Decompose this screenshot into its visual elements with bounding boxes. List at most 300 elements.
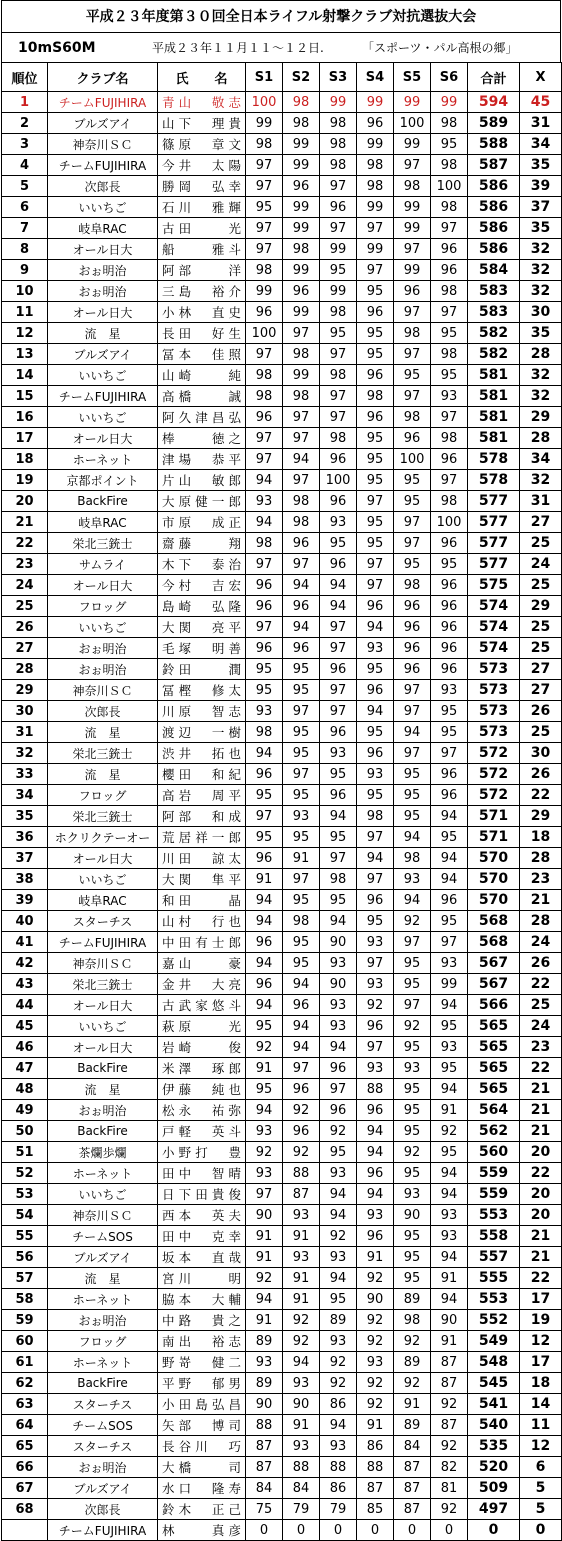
- cell-s4: 91: [357, 1415, 394, 1436]
- cell-total: 0: [468, 1520, 520, 1541]
- cell-rank: 12: [2, 323, 48, 344]
- cell-name: 林 真彦: [158, 1520, 246, 1541]
- cell-name: 渡辺 一樹: [158, 722, 246, 743]
- cell-x: 5: [520, 1478, 562, 1499]
- cell-s5: 97: [394, 512, 431, 533]
- results-sheet: [1, 0, 561, 1541]
- cell-s5: 98: [394, 1310, 431, 1331]
- cell-s4: 97: [357, 260, 394, 281]
- cell-rank: 43: [2, 974, 48, 995]
- cell-s2: 99: [283, 155, 320, 176]
- cell-x: 23: [520, 1037, 562, 1058]
- cell-rank: 65: [2, 1436, 48, 1457]
- cell-s3: 95: [320, 260, 357, 281]
- cell-x: 19: [520, 1310, 562, 1331]
- cell-rank: 37: [2, 848, 48, 869]
- cell-total: 565: [468, 1079, 520, 1100]
- cell-s2: 96: [283, 1079, 320, 1100]
- cell-total: 559: [468, 1163, 520, 1184]
- cell-name: 今井 太陽: [158, 155, 246, 176]
- cell-s2: 93: [283, 1247, 320, 1268]
- cell-x: 30: [520, 743, 562, 764]
- cell-s4: 98: [357, 176, 394, 197]
- cell-club: オール日大: [48, 848, 158, 869]
- cell-x: 18: [520, 827, 562, 848]
- cell-rank: 13: [2, 344, 48, 365]
- table-row: [2, 176, 562, 197]
- cell-s5: 89: [394, 1352, 431, 1373]
- cell-name: 小林 直史: [158, 302, 246, 323]
- cell-rank: 33: [2, 764, 48, 785]
- cell-s3: 93: [320, 1163, 357, 1184]
- cell-s4: 95: [357, 470, 394, 491]
- cell-s1: 91: [246, 1310, 283, 1331]
- cell-s6: 95: [431, 134, 468, 155]
- cell-s5: 97: [394, 239, 431, 260]
- cell-s2: 95: [283, 785, 320, 806]
- cell-name: 小田島弘昌: [158, 1394, 246, 1415]
- cell-s5: 95: [394, 365, 431, 386]
- cell-total: 560: [468, 1142, 520, 1163]
- cell-name: 嘉山 豪: [158, 953, 246, 974]
- cell-rank: 68: [2, 1499, 48, 1520]
- cell-rank: 7: [2, 218, 48, 239]
- table-row: [2, 134, 562, 155]
- cell-s5: 99: [394, 92, 431, 113]
- cell-s4: 94: [357, 1184, 394, 1205]
- cell-s2: 94: [283, 1037, 320, 1058]
- results-table: [1, 62, 562, 1541]
- cell-total: 559: [468, 1184, 520, 1205]
- cell-s1: 97: [246, 428, 283, 449]
- table-row: [2, 575, 562, 596]
- cell-s3: 98: [320, 869, 357, 890]
- cell-s1: 94: [246, 1100, 283, 1121]
- cell-name: 鈴田 潤: [158, 659, 246, 680]
- cell-total: 567: [468, 974, 520, 995]
- cell-total: 586: [468, 176, 520, 197]
- cell-name: 渋井 拓也: [158, 743, 246, 764]
- cell-s1: 94: [246, 890, 283, 911]
- cell-s3: 86: [320, 1394, 357, 1415]
- cell-s3: 100: [320, 470, 357, 491]
- cell-s5: 97: [394, 344, 431, 365]
- cell-s3: 95: [320, 764, 357, 785]
- cell-club: 岐阜RAC: [48, 890, 158, 911]
- cell-name: 船 雅斗: [158, 239, 246, 260]
- cell-s6: 90: [431, 1310, 468, 1331]
- cell-name: 山村 行也: [158, 911, 246, 932]
- cell-s6: 94: [431, 1184, 468, 1205]
- cell-total: 566: [468, 995, 520, 1016]
- cell-s6: 98: [431, 491, 468, 512]
- cell-s2: 97: [283, 428, 320, 449]
- cell-name: 山下 理貴: [158, 113, 246, 134]
- cell-club: BackFire: [48, 1121, 158, 1142]
- cell-s6: 95: [431, 911, 468, 932]
- cell-x: 30: [520, 302, 562, 323]
- table-row: [2, 890, 562, 911]
- table-row: [2, 701, 562, 722]
- cell-s2: 97: [283, 554, 320, 575]
- event-dates: 平成２３年１１月１１～１２日.: [152, 41, 324, 55]
- cell-total: 565: [468, 1016, 520, 1037]
- cell-s2: 0: [283, 1520, 320, 1541]
- cell-s5: 97: [394, 533, 431, 554]
- cell-s4: 96: [357, 1100, 394, 1121]
- table-row: [2, 428, 562, 449]
- cell-s6: 96: [431, 260, 468, 281]
- cell-total: 574: [468, 638, 520, 659]
- cell-s1: 98: [246, 386, 283, 407]
- cell-club: 岐阜RAC: [48, 512, 158, 533]
- table-row: [2, 1058, 562, 1079]
- cell-club: 次郎長: [48, 1499, 158, 1520]
- cell-total: 553: [468, 1289, 520, 1310]
- cell-club: 神奈川ＳＣ: [48, 134, 158, 155]
- cell-club: おぉ明治: [48, 638, 158, 659]
- cell-s3: 88: [320, 1457, 357, 1478]
- cell-s6: 92: [431, 1121, 468, 1142]
- cell-s3: 93: [320, 1016, 357, 1037]
- cell-s3: 97: [320, 638, 357, 659]
- table-row: [2, 1289, 562, 1310]
- cell-s1: 96: [246, 407, 283, 428]
- cell-name: 長谷川 巧: [158, 1436, 246, 1457]
- cell-s6: 87: [431, 1373, 468, 1394]
- cell-name: 大橋 司: [158, 1457, 246, 1478]
- cell-s2: 98: [283, 386, 320, 407]
- cell-s3: 92: [320, 1226, 357, 1247]
- cell-x: 22: [520, 785, 562, 806]
- cell-s2: 93: [283, 1205, 320, 1226]
- cell-s1: 91: [246, 1226, 283, 1247]
- cell-s2: 88: [283, 1163, 320, 1184]
- cell-s4: 95: [357, 449, 394, 470]
- cell-s6: 95: [431, 1142, 468, 1163]
- table-row: [2, 1394, 562, 1415]
- cell-s6: 95: [431, 701, 468, 722]
- cell-s5: 99: [394, 260, 431, 281]
- table-row: [2, 386, 562, 407]
- cell-s2: 88: [283, 1457, 320, 1478]
- cell-s6: 91: [431, 1268, 468, 1289]
- cell-s5: 100: [394, 113, 431, 134]
- cell-s5: 92: [394, 1016, 431, 1037]
- cell-s4: 88: [357, 1457, 394, 1478]
- cell-s1: 95: [246, 1016, 283, 1037]
- cell-s6: 94: [431, 995, 468, 1016]
- cell-rank: 11: [2, 302, 48, 323]
- cell-club: 栄北三銃士: [48, 533, 158, 554]
- cell-s6: 96: [431, 596, 468, 617]
- cell-s6: 92: [431, 1499, 468, 1520]
- cell-total: 586: [468, 239, 520, 260]
- cell-rank: 60: [2, 1331, 48, 1352]
- table-row: [2, 1478, 562, 1499]
- cell-s3: 95: [320, 533, 357, 554]
- cell-name: 石川 雅輝: [158, 197, 246, 218]
- cell-s1: 98: [246, 722, 283, 743]
- cell-club: 栄北三銃士: [48, 806, 158, 827]
- event-venue: 「スポーツ・パル高根の郷」: [362, 41, 518, 55]
- cell-x: 20: [520, 1205, 562, 1226]
- cell-club: 流 星: [48, 1079, 158, 1100]
- cell-x: 26: [520, 764, 562, 785]
- cell-club: 流 星: [48, 722, 158, 743]
- cell-rank: 35: [2, 806, 48, 827]
- cell-name: 南出 裕志: [158, 1331, 246, 1352]
- cell-club: ブルズアイ: [48, 1478, 158, 1499]
- cell-rank: 45: [2, 1016, 48, 1037]
- cell-s5: 89: [394, 1415, 431, 1436]
- cell-x: 39: [520, 176, 562, 197]
- cell-s6: 97: [431, 302, 468, 323]
- cell-total: 571: [468, 806, 520, 827]
- cell-x: 25: [520, 638, 562, 659]
- cell-x: 34: [520, 449, 562, 470]
- cell-s4: 95: [357, 428, 394, 449]
- cell-club: ホーネット: [48, 1352, 158, 1373]
- cell-x: 20: [520, 1184, 562, 1205]
- cell-rank: 32: [2, 743, 48, 764]
- cell-club: いいちご: [48, 197, 158, 218]
- cell-s5: 89: [394, 1289, 431, 1310]
- cell-x: 17: [520, 1352, 562, 1373]
- cell-s5: 95: [394, 785, 431, 806]
- cell-s3: 93: [320, 1436, 357, 1457]
- cell-s3: 95: [320, 890, 357, 911]
- cell-name: 岩崎 俊: [158, 1037, 246, 1058]
- cell-s4: 96: [357, 1226, 394, 1247]
- cell-s5: 90: [394, 1205, 431, 1226]
- cell-s4: 99: [357, 92, 394, 113]
- cell-total: 573: [468, 659, 520, 680]
- cell-club: オール日大: [48, 995, 158, 1016]
- cell-x: 29: [520, 407, 562, 428]
- cell-s6: 93: [431, 1037, 468, 1058]
- cell-s5: 87: [394, 1499, 431, 1520]
- cell-x: 31: [520, 491, 562, 512]
- cell-s2: 95: [283, 932, 320, 953]
- cell-rank: 26: [2, 617, 48, 638]
- cell-s1: 98: [246, 365, 283, 386]
- cell-total: 553: [468, 1205, 520, 1226]
- cell-x: 22: [520, 1268, 562, 1289]
- cell-name: 古田 光: [158, 218, 246, 239]
- cell-s5: 87: [394, 1457, 431, 1478]
- cell-total: 581: [468, 428, 520, 449]
- cell-s3: 86: [320, 1478, 357, 1499]
- col-rank: 順位: [2, 63, 48, 92]
- cell-s2: 91: [283, 848, 320, 869]
- cell-s6: 98: [431, 344, 468, 365]
- cell-rank: 55: [2, 1226, 48, 1247]
- cell-s2: 95: [283, 743, 320, 764]
- cell-club: BackFire: [48, 491, 158, 512]
- cell-s6: 96: [431, 890, 468, 911]
- cell-total: 555: [468, 1268, 520, 1289]
- cell-s3: 99: [320, 281, 357, 302]
- cell-s3: 95: [320, 1142, 357, 1163]
- cell-s2: 99: [283, 197, 320, 218]
- cell-s5: 96: [394, 428, 431, 449]
- cell-s1: 97: [246, 617, 283, 638]
- cell-s1: 91: [246, 1247, 283, 1268]
- cell-total: 570: [468, 869, 520, 890]
- cell-s1: 92: [246, 1142, 283, 1163]
- cell-x: 35: [520, 218, 562, 239]
- cell-name: 阿部 和成: [158, 806, 246, 827]
- table-row: [2, 1499, 562, 1520]
- cell-name: 伊藤 純也: [158, 1079, 246, 1100]
- cell-rank: 58: [2, 1289, 48, 1310]
- cell-name: 篠原 章文: [158, 134, 246, 155]
- cell-club: チームFUJIHIRA: [48, 1520, 158, 1541]
- cell-s6: 97: [431, 470, 468, 491]
- cell-s1: 92: [246, 1037, 283, 1058]
- cell-x: 14: [520, 1394, 562, 1415]
- cell-x: 26: [520, 953, 562, 974]
- cell-rank: 8: [2, 239, 48, 260]
- cell-s1: 97: [246, 1184, 283, 1205]
- cell-s3: 90: [320, 932, 357, 953]
- cell-s2: 94: [283, 1016, 320, 1037]
- cell-s2: 99: [283, 218, 320, 239]
- cell-rank: 4: [2, 155, 48, 176]
- cell-name: 脇本 大輔: [158, 1289, 246, 1310]
- cell-x: 22: [520, 1058, 562, 1079]
- cell-s2: 94: [283, 1352, 320, 1373]
- cell-x: 37: [520, 197, 562, 218]
- cell-s2: 97: [283, 869, 320, 890]
- cell-s1: 95: [246, 659, 283, 680]
- cell-s2: 92: [283, 1310, 320, 1331]
- cell-total: 541: [468, 1394, 520, 1415]
- cell-x: 29: [520, 806, 562, 827]
- cell-s3: 95: [320, 1289, 357, 1310]
- cell-s3: 89: [320, 1310, 357, 1331]
- cell-club: BackFire: [48, 1373, 158, 1394]
- cell-club: スターチス: [48, 911, 158, 932]
- cell-name: 米澤 琢郎: [158, 1058, 246, 1079]
- table-row: [2, 533, 562, 554]
- cell-total: 594: [468, 92, 520, 113]
- cell-s4: 93: [357, 932, 394, 953]
- cell-s6: 94: [431, 806, 468, 827]
- cell-s3: 96: [320, 449, 357, 470]
- table-row: [2, 512, 562, 533]
- cell-s4: 93: [357, 1352, 394, 1373]
- cell-x: 28: [520, 848, 562, 869]
- cell-total: 549: [468, 1331, 520, 1352]
- cell-club: チームSOS: [48, 1415, 158, 1436]
- cell-s4: 91: [357, 1247, 394, 1268]
- cell-s1: 96: [246, 764, 283, 785]
- cell-s3: 98: [320, 113, 357, 134]
- cell-s4: 95: [357, 785, 394, 806]
- cell-rank: 15: [2, 386, 48, 407]
- table-row: [2, 323, 562, 344]
- cell-s3: 92: [320, 1352, 357, 1373]
- cell-s2: 97: [283, 323, 320, 344]
- cell-s5: 96: [394, 617, 431, 638]
- cell-s3: 94: [320, 575, 357, 596]
- cell-s2: 98: [283, 344, 320, 365]
- cell-s1: 91: [246, 1058, 283, 1079]
- cell-s5: 94: [394, 722, 431, 743]
- cell-x: 25: [520, 575, 562, 596]
- table-row: [2, 1247, 562, 1268]
- cell-s1: 97: [246, 239, 283, 260]
- col-s6: S6: [431, 63, 468, 92]
- cell-club: ホクリクテーオー: [48, 827, 158, 848]
- cell-total: 497: [468, 1499, 520, 1520]
- cell-name: 田中 智晴: [158, 1163, 246, 1184]
- cell-s3: 93: [320, 743, 357, 764]
- table-row: [2, 1331, 562, 1352]
- cell-s5: 96: [394, 638, 431, 659]
- cell-total: 573: [468, 701, 520, 722]
- cell-s1: 98: [246, 533, 283, 554]
- cell-s4: 97: [357, 218, 394, 239]
- cell-s5: 97: [394, 155, 431, 176]
- cell-x: 0: [520, 1520, 562, 1541]
- cell-s2: 99: [283, 260, 320, 281]
- cell-rank: 30: [2, 701, 48, 722]
- table-row: [2, 554, 562, 575]
- table-row: [2, 869, 562, 890]
- cell-s3: 93: [320, 995, 357, 1016]
- cell-rank: 62: [2, 1373, 48, 1394]
- cell-name: 津場 恭平: [158, 449, 246, 470]
- cell-s3: 98: [320, 302, 357, 323]
- col-club: クラブ名: [48, 63, 158, 92]
- cell-s5: 97: [394, 743, 431, 764]
- cell-s5: 98: [394, 575, 431, 596]
- cell-s5: 95: [394, 470, 431, 491]
- cell-x: 12: [520, 1436, 562, 1457]
- event-info: [1, 32, 561, 62]
- cell-rank: 34: [2, 785, 48, 806]
- cell-s4: 96: [357, 365, 394, 386]
- cell-s2: 95: [283, 659, 320, 680]
- cell-x: 21: [520, 890, 562, 911]
- table-row: [2, 260, 562, 281]
- cell-s2: 87: [283, 1184, 320, 1205]
- cell-s3: 93: [320, 512, 357, 533]
- cell-name: 矢部 博司: [158, 1415, 246, 1436]
- cell-rank: 41: [2, 932, 48, 953]
- cell-s2: 96: [283, 281, 320, 302]
- cell-total: 586: [468, 218, 520, 239]
- cell-name: 青山 敬志: [158, 92, 246, 113]
- table-row: [2, 155, 562, 176]
- table-row: [2, 1163, 562, 1184]
- cell-s5: 96: [394, 281, 431, 302]
- cell-s4: 96: [357, 113, 394, 134]
- cell-club: いいちご: [48, 1016, 158, 1037]
- table-row: [2, 764, 562, 785]
- table-row: [2, 974, 562, 995]
- cell-s5: 100: [394, 449, 431, 470]
- cell-s4: 94: [357, 848, 394, 869]
- cell-s2: 97: [283, 701, 320, 722]
- cell-s3: 96: [320, 197, 357, 218]
- cell-s4: 95: [357, 722, 394, 743]
- cell-s6: 93: [431, 680, 468, 701]
- cell-s3: 99: [320, 92, 357, 113]
